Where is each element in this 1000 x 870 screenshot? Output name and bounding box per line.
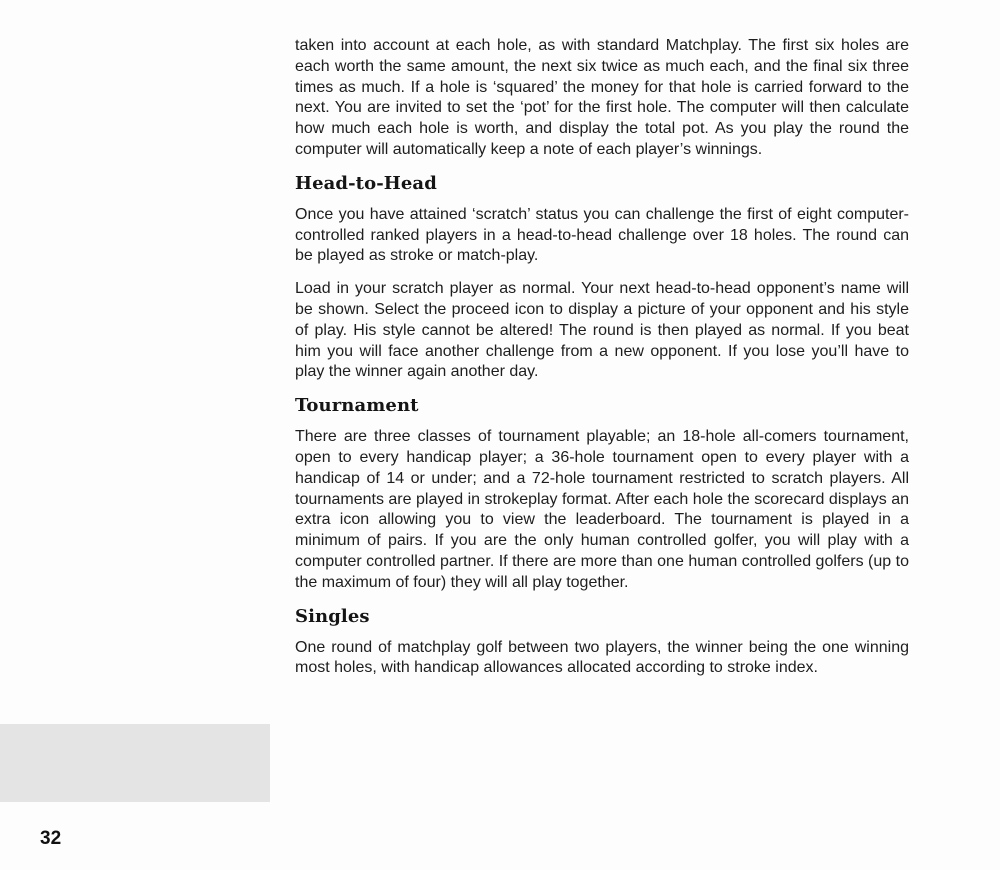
heading-tournament: Tournament: [295, 395, 419, 417]
page-number: 32: [40, 828, 62, 849]
heading-head-to-head: Head-to-Head: [295, 172, 437, 194]
section-tournament: [295, 395, 909, 593]
section-singles: [295, 606, 909, 680]
text-column: [295, 36, 909, 691]
section-head-to-head: [295, 173, 909, 383]
head-to-head-paragraph-1: Once you have attained ‘scratch’ status you can challenge the first of eight computer-controlled ranked players in a head-to-head challenge over 18 holes. The round can be played as stroke or match-play.: [295, 205, 909, 265]
decorative-grey-box: [0, 724, 270, 802]
heading-singles: Singles: [295, 605, 370, 627]
tournament-paragraph: There are three classes of tournament playable; an 18-hole all-comers tournament, open to every handicap player; a 36-hole tournament open to every player with a handicap of 14 or under; and a 72-hole tournament restricted to scratch players. All tournaments are played in strokeplay format. After each hole the scorecard displays an extra icon allowing you to view the leaderboard. The tournament is played in a minimum of pairs. If you are the only human controlled golfer, you will play with a computer controlled partner. If there are more than one human controlled golfers (up to the maximum of four) they will all play together.: [295, 428, 909, 591]
singles-paragraph: One round of matchplay golf between two players, the winner being the one winning most holes, with handicap allowances allocated according to stroke index.: [295, 638, 909, 677]
head-to-head-paragraph-2: Load in your scratch player as normal. Your next head-to-head opponent’s name will be shown. Select the proceed icon to display a picture of your opponent and his style of play. His style cannot be altered! The round is then played as normal. If you beat him you will face another challenge from a new opponent. If you lose you’ll have to play the winner again another day.: [295, 280, 909, 381]
intro-paragraph: taken into account at each hole, as with standard Matchplay. The first six holes are each worth the same amount, the next six twice as much each, and the final six three times as much. If a hole is ‘squared’ the money for that hole is carried forward to the next. You are invited to set the ‘pot’ for the first hole. The computer will then calculate how much each hole is worth, and display the total pot. As you play the round the computer will automatically keep a note of each player’s winnings.: [295, 37, 909, 158]
